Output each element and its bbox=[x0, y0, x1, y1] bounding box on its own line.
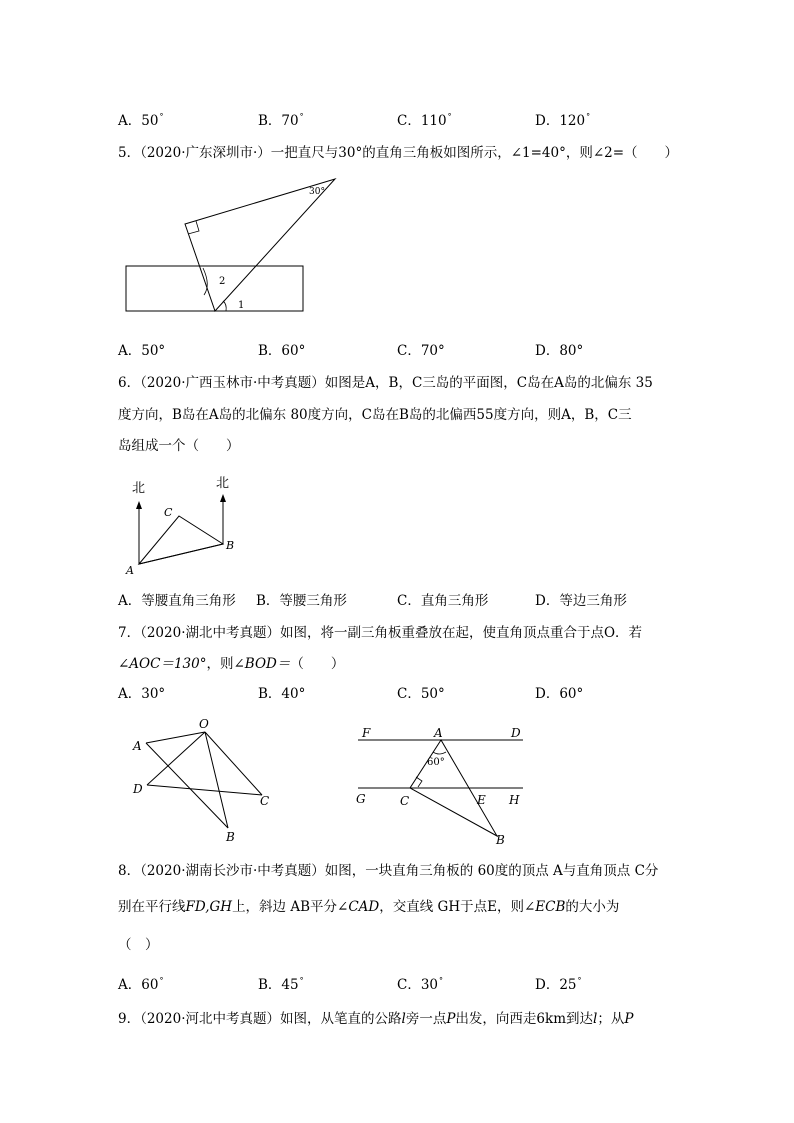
option-a[interactable]: A．50° bbox=[118, 112, 164, 129]
q8-stem-line-2: 别在平行线FD,GH上，斜边 AB平分∠CAD，交直线 GH于点E，则∠ECB的大小为 bbox=[118, 899, 620, 915]
q8-options bbox=[118, 973, 718, 993]
point-b-label: B bbox=[226, 539, 235, 552]
point-b-label: B bbox=[226, 830, 235, 844]
point-d-label: D bbox=[511, 726, 521, 740]
angle-1-arc bbox=[223, 301, 226, 311]
point-c-label: C bbox=[260, 794, 270, 808]
north-label-b: 北 bbox=[216, 476, 230, 491]
point-f-label: F bbox=[362, 726, 371, 740]
q8-stem-line-3: （ ） bbox=[118, 937, 159, 953]
point-h-label: H bbox=[509, 793, 520, 807]
option-b[interactable]: B．60° bbox=[258, 343, 306, 359]
q6-figure bbox=[118, 474, 248, 578]
point-b-label: B bbox=[496, 833, 505, 847]
option-a[interactable]: A．30° bbox=[118, 686, 166, 702]
option-d[interactable]: D．60° bbox=[535, 686, 584, 702]
q5-stem: 5．（2020·广东深圳市·）一把直尺与30°的直角三角板如图所示，∠1=40°，则∠2=（ ） bbox=[118, 145, 679, 161]
option-d[interactable]: D．80° bbox=[535, 343, 584, 359]
point-c-label: C bbox=[400, 794, 410, 808]
angle-60-label: 60° bbox=[427, 757, 445, 768]
q5-options bbox=[118, 343, 718, 359]
option-c[interactable]: C．50° bbox=[397, 686, 445, 702]
angle-1-label: 1 bbox=[238, 300, 245, 311]
q6-stem-line-2: 度方向，B岛在A岛的北偏东 80度方向，C岛在B岛的北偏西55度方向，则A，B，C三 bbox=[118, 407, 632, 423]
right-angle-mark bbox=[416, 777, 422, 787]
ruler bbox=[126, 266, 303, 311]
option-c[interactable]: C．110° bbox=[397, 112, 452, 129]
q7-options bbox=[118, 686, 718, 702]
q9-stem-line-1: 9．（2020·河北中考真题）如图，从笔直的公路l旁一点P出发，向西走6km到达l；从P bbox=[118, 1011, 634, 1027]
point-d-label: D bbox=[133, 782, 143, 796]
q6-options bbox=[118, 593, 718, 609]
option-c[interactable]: C．30° bbox=[397, 976, 444, 993]
q4-options bbox=[118, 109, 718, 129]
q7-figure bbox=[130, 715, 280, 843]
option-d[interactable]: D．120° bbox=[535, 112, 591, 129]
option-b[interactable]: B．70° bbox=[258, 112, 304, 129]
q8-stem-line-1: 8．（2020·湖南长沙市·中考真题）如图，一块直角三角板的 60度的顶点 A与直角顶点 C分 bbox=[118, 863, 659, 879]
option-a[interactable]: A．50° bbox=[118, 343, 166, 359]
point-g-label: G bbox=[356, 792, 366, 806]
angle-30-label: 30° bbox=[309, 187, 325, 197]
option-a[interactable]: A．等腰直角三角形 bbox=[118, 593, 236, 609]
q7-stem-line-1: 7．（2020·湖北中考真题）如图，将一副三角板重叠放在起，使直角顶点重合于点O．若 bbox=[118, 625, 643, 641]
option-c[interactable]: C．直角三角形 bbox=[397, 593, 489, 609]
point-e-label: E bbox=[477, 793, 486, 807]
point-c-label: C bbox=[164, 506, 173, 519]
q6-stem-line-3: 岛组成一个（ ） bbox=[118, 438, 240, 454]
angle-2-label: 2 bbox=[219, 276, 226, 287]
option-a[interactable]: A．60° bbox=[118, 976, 164, 993]
north-arrow-a bbox=[136, 501, 142, 509]
island-triangle bbox=[139, 516, 223, 564]
q7-stem-line-2: ∠AOC＝130°，则∠BOD＝（ ） bbox=[118, 656, 345, 672]
point-a-label: A bbox=[126, 564, 134, 577]
q8-figure bbox=[353, 720, 533, 848]
option-d[interactable]: D．等边三角形 bbox=[535, 593, 627, 609]
option-b[interactable]: B．40° bbox=[258, 686, 306, 702]
north-label-a: 北 bbox=[132, 481, 146, 496]
point-o-label: O bbox=[199, 717, 209, 731]
angle-60-arc bbox=[433, 752, 446, 754]
option-b[interactable]: B．等腰三角形 bbox=[256, 593, 347, 609]
point-a-label: A bbox=[133, 739, 142, 753]
set-square bbox=[185, 179, 335, 311]
q6-stem-line-1: 6．（2020·广西玉林市·中考真题）如图是A，B，C三岛的平面图，C岛在A岛的北偏东 35 bbox=[118, 375, 653, 391]
option-d[interactable]: D．25° bbox=[535, 976, 582, 993]
q5-figure bbox=[118, 172, 325, 318]
point-a-label: A bbox=[434, 726, 443, 740]
option-c[interactable]: C．70° bbox=[397, 343, 445, 359]
option-b[interactable]: B．45° bbox=[258, 976, 304, 993]
north-arrow-b bbox=[220, 494, 226, 502]
